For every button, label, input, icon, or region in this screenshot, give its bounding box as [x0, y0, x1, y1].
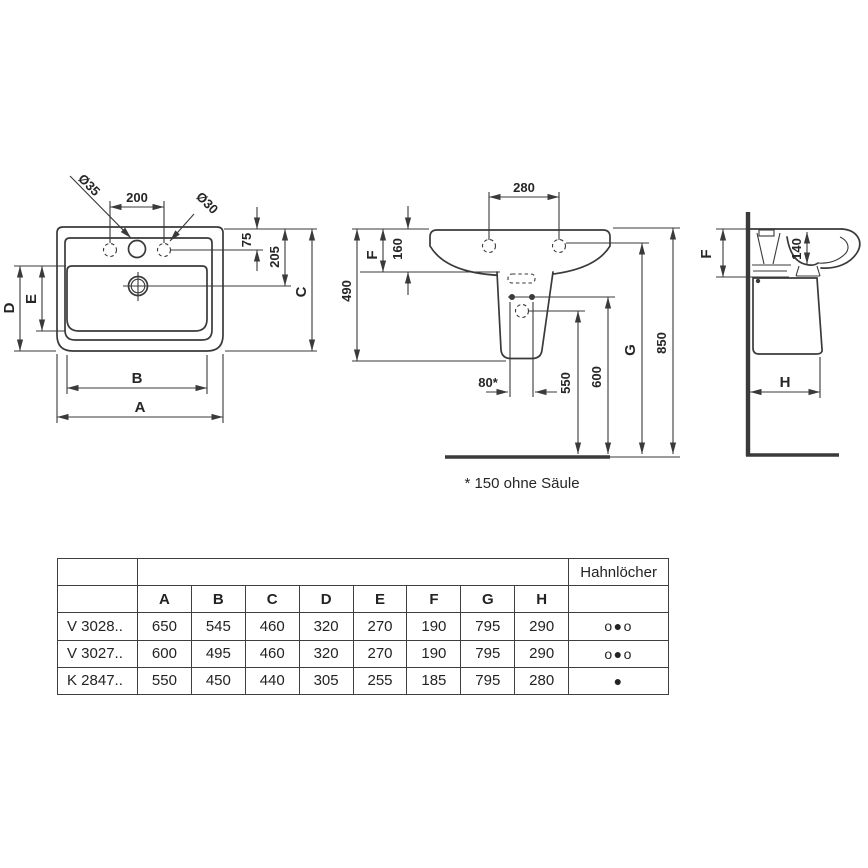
col-header-h: H [515, 586, 569, 613]
value-cell: 280 [515, 667, 569, 694]
side-extension-lines [716, 277, 820, 398]
hahnloecher-header: Hahnlöcher [569, 559, 669, 586]
value-cell: 450 [191, 667, 245, 694]
merged-header-cell [138, 559, 569, 586]
label-c: C [293, 286, 310, 298]
tap-hole-pattern: o●o [569, 613, 669, 640]
table-header-row-columns [58, 586, 669, 613]
front-view [339, 180, 680, 492]
footnote-150-ohne-saeule: * 150 ohne Säule [464, 475, 580, 492]
side-view [698, 212, 860, 456]
empty-cell [569, 586, 669, 613]
plan-extension-lines [14, 201, 317, 423]
side-pedestal-shroud [753, 278, 822, 354]
tap-hole-pattern: ● [569, 667, 669, 694]
label-front-f: F [364, 250, 381, 260]
label-b: B [131, 370, 143, 387]
table-row [58, 613, 669, 640]
value-cell: 440 [245, 667, 299, 694]
model-cell: V 3027.. [58, 640, 138, 667]
corner-cell [58, 559, 138, 586]
side-basin-section [716, 229, 860, 354]
value-cell: 650 [138, 613, 192, 640]
col-header-d: D [299, 586, 353, 613]
front-basin-outline [430, 230, 610, 276]
label-200: 200 [126, 190, 148, 205]
faucet-hole-right-icon [158, 244, 171, 257]
label-h: H [779, 374, 791, 391]
empty-cell [58, 586, 138, 613]
value-cell: 290 [515, 640, 569, 667]
value-cell: 600 [138, 640, 192, 667]
label-205: 205 [267, 246, 282, 268]
label-g: G [622, 344, 639, 356]
label-dia30: Ø30 [193, 188, 222, 217]
value-cell: 255 [353, 667, 407, 694]
label-600: 600 [589, 366, 604, 388]
label-490: 490 [339, 280, 354, 302]
value-cell: 190 [407, 640, 461, 667]
value-cell: 320 [299, 613, 353, 640]
dimensions-table [57, 558, 669, 695]
value-cell: 460 [245, 613, 299, 640]
plan-labels [1, 171, 310, 416]
value-cell: 190 [407, 613, 461, 640]
col-header-f: F [407, 586, 461, 613]
pedestal-fill [497, 272, 553, 359]
label-280: 280 [513, 180, 535, 195]
plan-view [1, 171, 317, 423]
value-cell: 185 [407, 667, 461, 694]
basin-outer-rim [57, 227, 223, 351]
table-row [58, 640, 669, 667]
side-dimension-lines [723, 229, 820, 392]
value-cell: 545 [191, 613, 245, 640]
label-160: 160 [390, 238, 405, 260]
col-header-c: C [245, 586, 299, 613]
value-cell: 795 [461, 640, 515, 667]
plan-faucet-holes [104, 241, 171, 258]
table-header-row-top [58, 559, 669, 586]
value-cell: 795 [461, 667, 515, 694]
col-header-b: B [191, 586, 245, 613]
col-header-g: G [461, 586, 515, 613]
value-cell: 270 [353, 613, 407, 640]
label-80: 80* [478, 375, 498, 390]
col-header-a: A [138, 586, 192, 613]
label-75: 75 [239, 232, 254, 248]
value-cell: 290 [515, 613, 569, 640]
value-cell: 495 [191, 640, 245, 667]
label-side-f: F [698, 249, 715, 259]
value-cell: 320 [299, 640, 353, 667]
side-fixing-hole-icon [756, 279, 760, 283]
faucet-hole-left-icon [104, 244, 117, 257]
label-a: A [134, 399, 146, 416]
label-d: D [1, 302, 18, 314]
value-cell: 795 [461, 613, 515, 640]
value-cell: 550 [138, 667, 192, 694]
model-cell: V 3028.. [58, 613, 138, 640]
tap-hole-pattern: o●o [569, 640, 669, 667]
faucet-hole-center-icon [129, 241, 146, 258]
plan-dimension-lines [20, 176, 312, 417]
label-dia35: Ø35 [75, 170, 104, 199]
value-cell: 270 [353, 640, 407, 667]
value-cell: 305 [299, 667, 353, 694]
table-row [58, 667, 669, 694]
side-labels [698, 238, 804, 391]
col-header-e: E [353, 586, 407, 613]
plan-basin-outline [57, 227, 223, 351]
model-cell: K 2847.. [58, 667, 138, 694]
label-140: 140 [789, 238, 804, 260]
label-e: E [23, 293, 40, 305]
label-550: 550 [558, 372, 573, 394]
value-cell: 460 [245, 640, 299, 667]
label-850: 850 [654, 332, 669, 354]
